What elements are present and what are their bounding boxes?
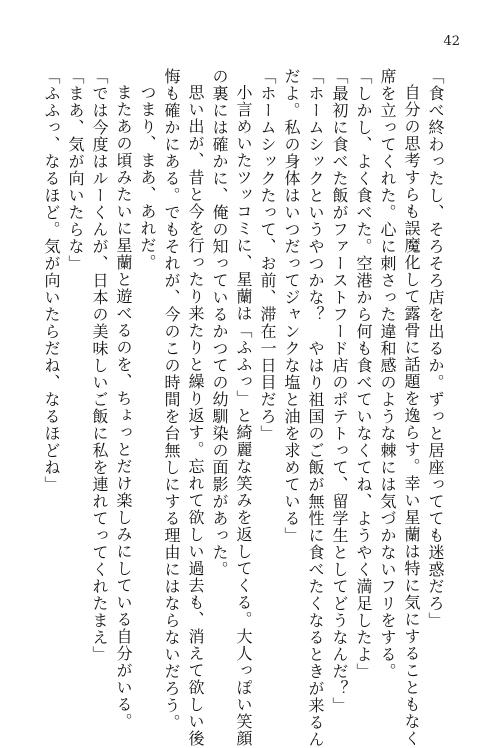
text-line: だよ。私の身体はいつだってジャンクな塩と油を求めている」 bbox=[282, 68, 301, 544]
text-line: またあの頃みたいに星蘭と遊べるのを、ちょっとだけ楽しみにしている自分がいる。 bbox=[114, 84, 133, 730]
text-line: 「ホームシックたって、お前、滞在一日目だろ」 bbox=[258, 68, 277, 442]
text-line: 席を立ってくれた。心に刺さった違和感のような棘には気づかないフリをする。 bbox=[378, 68, 397, 680]
text-line: 悔も確かにある。でもそれが、今のこの時間を台無しにする理由にはならないだろう。 bbox=[162, 68, 181, 731]
text-line: 「では今度はルーくんが、日本の美味しいご飯に私を連れてってくれたまえ」 bbox=[90, 68, 109, 663]
page-number: 42 bbox=[443, 34, 460, 49]
text-line: 「最初に食べた飯がファーストフード店のポテトって、留学生としてどうなんだ？」 bbox=[330, 68, 349, 714]
text-line: 「ふふっ、なるほど。気が向いたらだね、なるほどね」 bbox=[42, 68, 61, 493]
text-line: 「ホームシックというやつかな？ やはり祖国のご飯が無性に食べたくなるときが来るん bbox=[306, 68, 325, 748]
text-line: 自分の思考すらも誤魔化して露骨に話題を逸らす。幸い星蘭は特に気にすることもなく bbox=[402, 84, 421, 747]
body-text bbox=[39, 68, 447, 748]
text-line: 「しかし、よく食べた。空港から何も食べていなくてね、ようやく満足したよ」 bbox=[354, 68, 373, 680]
text-line: つまり、まあ、あれだ。 bbox=[138, 84, 157, 271]
text-line: 小言めいたツッコミに、星蘭は「ふふっ」と綺麗な笑みを返してくる。大人っぽい笑顔 bbox=[234, 84, 253, 747]
text-line: 思い出が、昔と今を行ったり来たりと繰り返す。忘れて欲しい過去も、消えて欲しい後 bbox=[186, 84, 205, 747]
text-line: 「まあ、気が向いたらな」 bbox=[66, 68, 85, 272]
text-line: の裏には確かに、俺の知っているかつての幼馴染の面影があった。 bbox=[210, 68, 229, 578]
text-line: 「食べ終わったし、そろそろ店を出るか。ずっと居座ってても迷惑だろ」 bbox=[426, 68, 445, 629]
